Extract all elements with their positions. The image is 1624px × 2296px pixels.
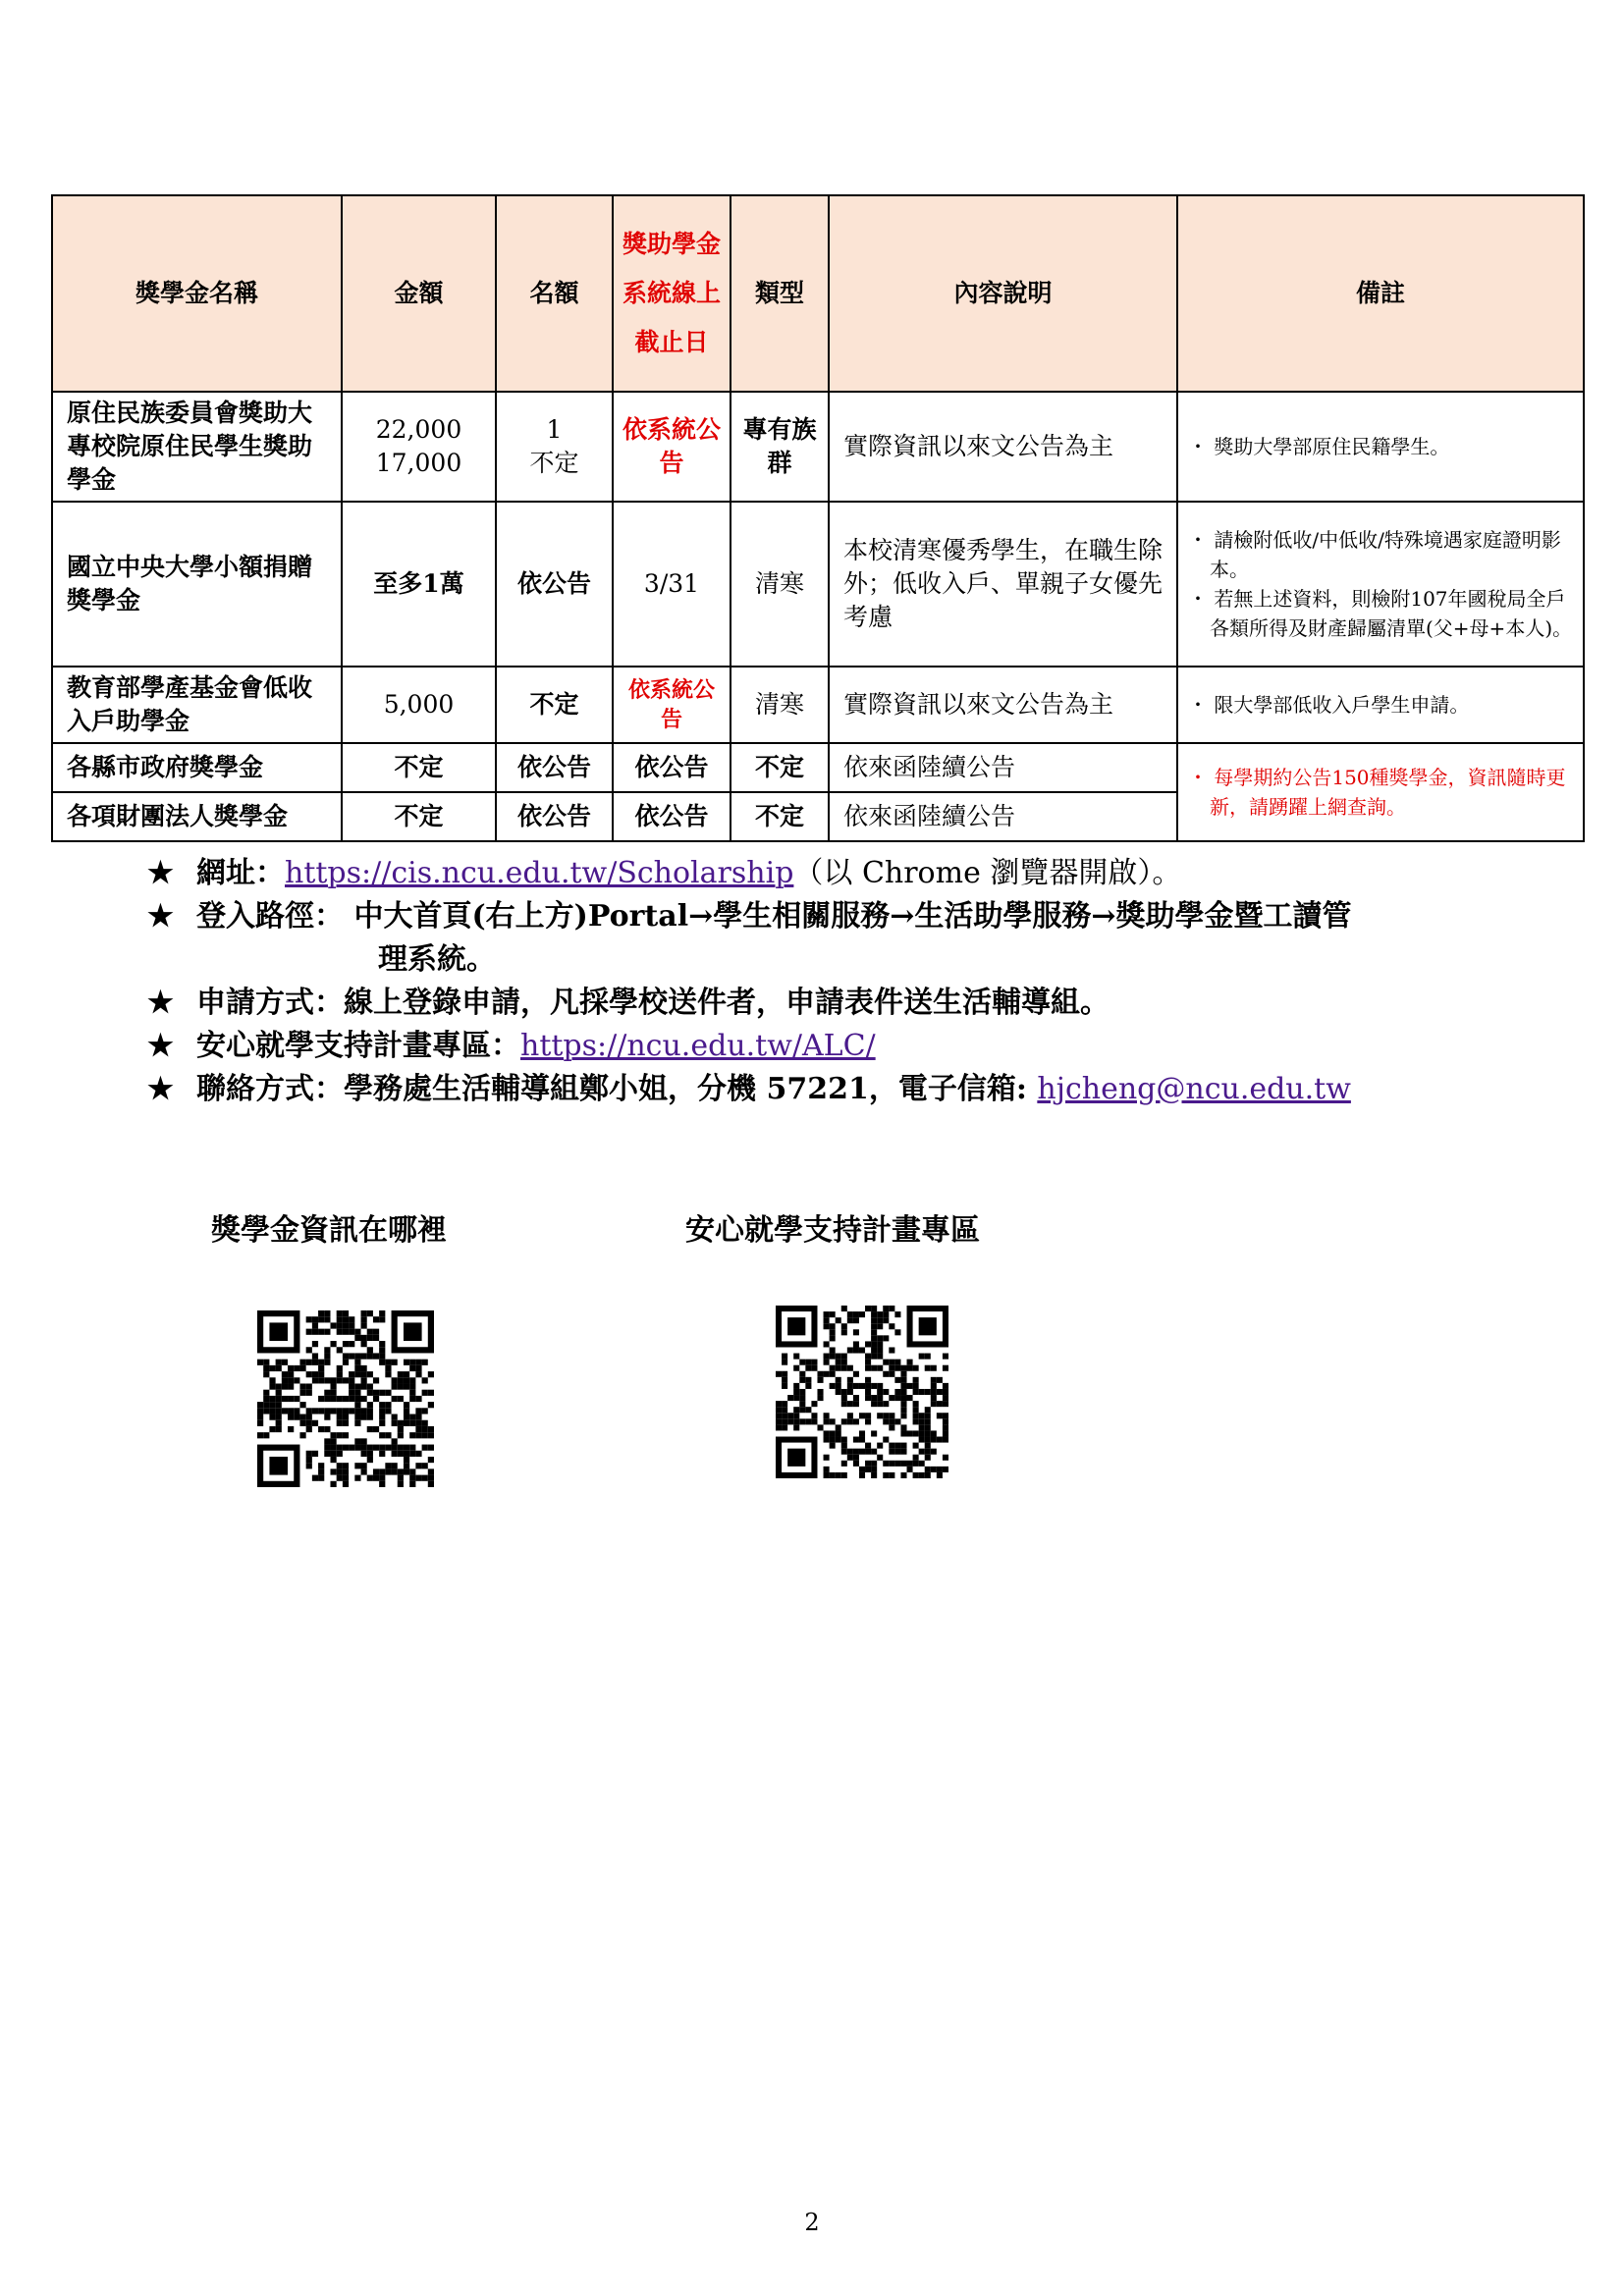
table-row [52,667,1584,743]
login-label: 登入路徑： [196,899,344,934]
qr-left-label: 獎學金資訊在哪裡 [211,1213,447,1248]
cell-note [1177,667,1584,743]
note-text: 每學期約公告150種獎學金，資訊隨時更新，請踴躍上網查詢。 [1210,766,1566,819]
note-item: ・ 請檢附低收/中低收/特殊境遇家庭證明影本。 [1188,528,1561,581]
url-label: 網址： [196,856,285,890]
cell-desc: 依來函陸續公告 [829,792,1177,841]
table-row [52,392,1584,502]
note-text: 請檢附低收/中低收/特殊境遇家庭證明影本。 [1210,528,1561,581]
cell-quota: 依公告 [496,502,613,667]
star-icon: ★ [147,1029,174,1063]
scholarship-table [51,194,1585,842]
note-text: 獎助大學部原住民籍學生。 [1214,435,1450,458]
info-apply-line [147,982,1542,1025]
cell-name: 教育部學產基金會低收入戶助學金 [52,667,342,743]
cell-amount: 22,000 17,000 [342,392,496,502]
cell-type: 不定 [731,743,829,792]
alc-label: 安心就學支持計畫專區： [196,1029,520,1063]
cell-deadline: 依系統公告 [613,667,731,743]
header-desc: 內容說明 [829,195,1177,392]
note-text: 若無上述資料，則檢附107年國稅局全戶各類所得及財產歸屬清單(父+母+本人)。 [1210,587,1573,640]
cell-type: 不定 [731,792,829,841]
note-text: 限大學部低收入戶學生申請。 [1214,693,1470,717]
cell-quota: 1 不定 [496,392,613,502]
header-deadline: 獎助學金系統線上截止日 [613,195,731,392]
cell-desc: 實際資訊以來文公告為主 [829,392,1177,502]
scholarship-qr-code-icon[interactable] [257,1310,434,1487]
scholarship-link[interactable]: https://cis.ncu.edu.tw/Scholarship [285,856,794,890]
header-name: 獎學金名稱 [52,195,342,392]
cell-note [1177,392,1584,502]
cell-type: 專有族群 [731,392,829,502]
cell-name: 國立中央大學小額捐贈獎學金 [52,502,342,667]
note-item: ・ 獎助大學部原住民籍學生。 [1188,435,1450,458]
qr-right-label: 安心就學支持計畫專區 [685,1213,980,1248]
info-contact-line [147,1068,1542,1111]
cell-note [1177,502,1584,667]
cell-amount: 不定 [342,792,496,841]
table-row [52,743,1584,792]
header-note: 備註 [1177,195,1584,392]
note-item: ・ 若無上述資料，則檢附107年國稅局全戶各類所得及財產歸屬清單(父+母+本人)。 [1188,587,1573,640]
cell-deadline: 依公告 [613,743,731,792]
info-login-line [147,895,1542,938]
cell-deadline: 依公告 [613,792,731,841]
cell-quota: 依公告 [496,743,613,792]
login-path-continued: 理系統。 [378,942,496,977]
cell-amount: 至多1萬 [342,502,496,667]
info-alc-line [147,1025,1542,1068]
info-list [147,852,1542,1111]
note-item: ・ 每學期約公告150種獎學金，資訊隨時更新，請踴躍上網查詢。 [1188,766,1566,819]
cell-desc: 實際資訊以來文公告為主 [829,667,1177,743]
login-path: 中大首頁(右上方)Portal→學生相關服務→生活助學服務→獎助學金暨工讀管 [353,899,1352,934]
info-url-line [147,852,1542,895]
header-type: 類型 [731,195,829,392]
table-row [52,502,1584,667]
cell-desc: 本校清寒優秀學生，在職生除外；低收入戶、單親子女優先考慮 [829,502,1177,667]
cell-amount: 5,000 [342,667,496,743]
cell-deadline: 3/31 [613,502,731,667]
star-icon: ★ [147,899,174,934]
star-icon: ★ [147,1072,174,1106]
cell-type: 清寒 [731,502,829,667]
cell-desc: 依來函陸續公告 [829,743,1177,792]
note-item: ・ 限大學部低收入戶學生申請。 [1188,693,1470,717]
alc-link[interactable]: https://ncu.edu.tw/ALC/ [520,1029,876,1063]
header-amount: 金額 [342,195,496,392]
header-quota: 名額 [496,195,613,392]
page-number: 2 [804,2209,820,2236]
url-suffix: （以 Chrome 瀏覽器開啟）。 [793,856,1182,890]
alc-qr-code-icon[interactable] [776,1306,948,1478]
email-link[interactable]: hjcheng@ncu.edu.tw [1037,1072,1351,1106]
table-header-row [52,195,1584,392]
cell-deadline: 依系統公告 [613,392,731,502]
contact-label: 聯絡方式：學務處生活輔導組鄭小姐，分機 57221，電子信箱: [196,1072,1038,1106]
star-icon: ★ [147,856,174,890]
cell-name: 各項財團法人獎學金 [52,792,342,841]
cell-type: 清寒 [731,667,829,743]
star-icon: ★ [147,986,174,1020]
cell-name: 原住民族委員會獎助大專校院原住民學生獎助學金 [52,392,342,502]
cell-quota: 依公告 [496,792,613,841]
cell-amount: 不定 [342,743,496,792]
cell-shared-note [1177,743,1584,841]
cell-quota: 不定 [496,667,613,743]
cell-name: 各縣市政府獎學金 [52,743,342,792]
apply-text: 申請方式：線上登錄申請，凡採學校送件者，申請表件送生活輔導組。 [196,986,1110,1020]
